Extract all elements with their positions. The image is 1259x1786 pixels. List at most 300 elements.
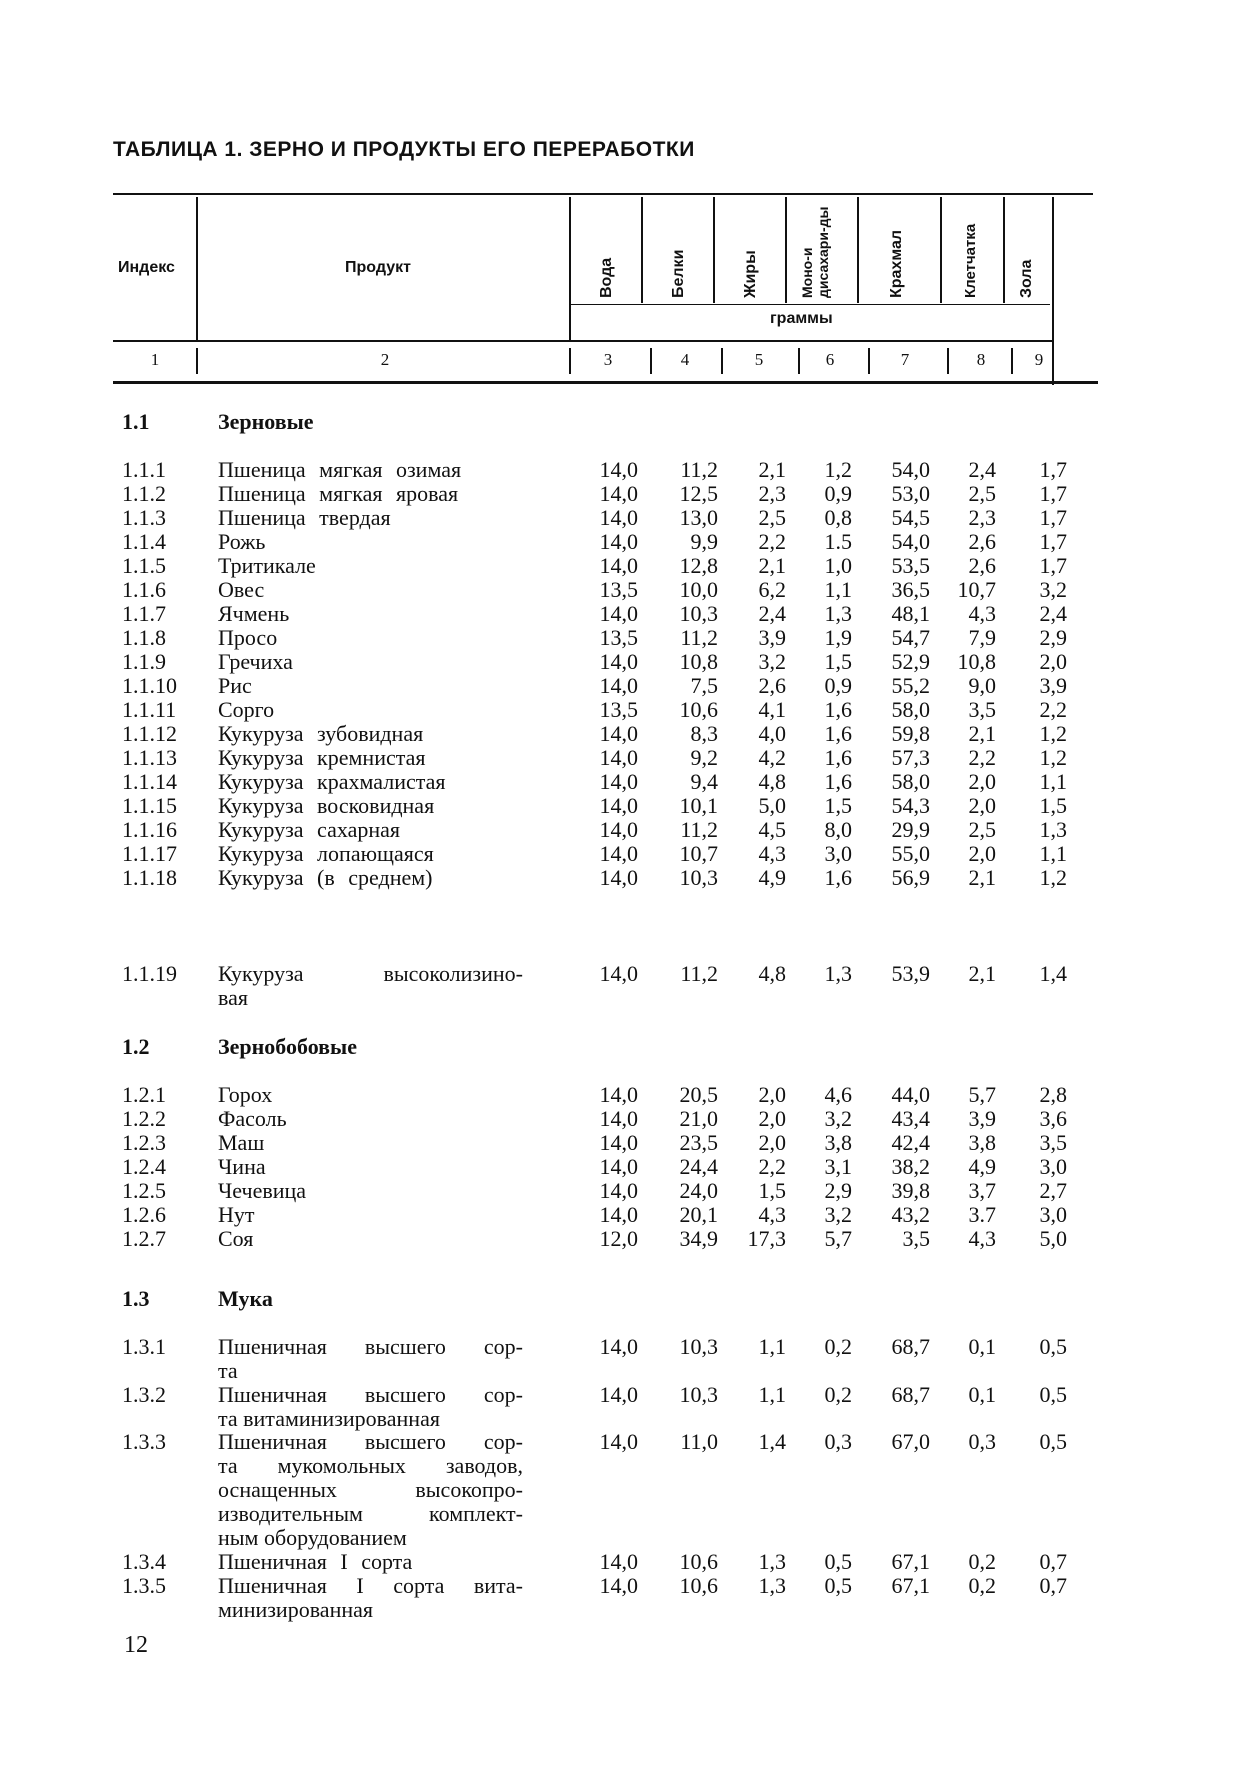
- row-value: 14,0: [599, 1334, 638, 1359]
- row-index: 1.2.6: [122, 1202, 166, 1227]
- row-value: 0,5: [1039, 1334, 1067, 1359]
- product-line: Пшеничная высшего сор-: [218, 1429, 523, 1454]
- row-value: 55,0: [891, 841, 930, 866]
- product-line: та витаминизированная: [218, 1406, 440, 1431]
- row-value: 67,0: [891, 1429, 930, 1454]
- col-number: 3: [603, 350, 613, 369]
- row-value: 14,0: [599, 505, 638, 530]
- row-value: 0,7: [1039, 1573, 1067, 1598]
- row-value: 11,2: [680, 625, 718, 650]
- row-value: 54,7: [891, 625, 930, 650]
- row-index: 1.1.4: [122, 529, 166, 554]
- row-value: 14,0: [599, 961, 638, 986]
- row-value: 14,0: [599, 865, 638, 890]
- row-index: 1.1.12: [122, 721, 177, 746]
- row-value: 1,6: [824, 745, 852, 770]
- row-value: 54,5: [891, 505, 930, 530]
- row-value: 0,2: [968, 1549, 996, 1574]
- col-number: 5: [754, 350, 764, 369]
- row-value: 2,4: [1039, 601, 1067, 626]
- row-value: 8,0: [824, 817, 852, 842]
- product-line: Кукуруза кремнистая: [218, 745, 426, 770]
- row-value: 1,6: [824, 721, 852, 746]
- row-value: 4,9: [968, 1154, 996, 1179]
- row-value: 2,1: [968, 961, 996, 986]
- product-line: Ячмень: [218, 601, 290, 626]
- row-value: 2,3: [968, 505, 996, 530]
- product-line: Кукуруза (в среднем): [218, 865, 433, 890]
- row-value: 56,9: [891, 865, 930, 890]
- row-value: 53,5: [891, 553, 930, 578]
- row-index: 1.2.7: [122, 1226, 166, 1251]
- row-value: 1,3: [758, 1549, 786, 1574]
- row-value: 14,0: [599, 481, 638, 506]
- row-value: 3,6: [1039, 1106, 1067, 1131]
- row-value: 52,9: [891, 649, 930, 674]
- row-value: 34,9: [679, 1226, 718, 1251]
- product-line: Пшеница мягкая озимая: [218, 457, 462, 482]
- row-value: 10,3: [679, 1334, 718, 1359]
- row-value: 3,5: [968, 697, 996, 722]
- row-value: 14,0: [599, 745, 638, 770]
- row-value: 14,0: [599, 1106, 638, 1131]
- row-value: 2,0: [968, 841, 996, 866]
- row-product: [218, 722, 523, 746]
- row-value: 17,3: [747, 1226, 786, 1251]
- row-index: 1.1.18: [122, 865, 177, 890]
- row-product: [218, 1155, 523, 1179]
- row-value: 14,0: [599, 673, 638, 698]
- row-value: 2,2: [1039, 697, 1067, 722]
- row-value: 2,0: [758, 1130, 786, 1155]
- row-value: 10,8: [679, 649, 718, 674]
- row-value: 3,2: [824, 1106, 852, 1131]
- row-value: 4,0: [758, 721, 786, 746]
- row-value: 0,3: [968, 1429, 996, 1454]
- row-value: 10,6: [679, 1549, 718, 1574]
- row-index: 1.1.15: [122, 793, 177, 818]
- row-value: 1,3: [758, 1573, 786, 1598]
- row-product: [218, 1335, 523, 1383]
- row-value: 20,5: [679, 1082, 718, 1107]
- product-line: Нут: [218, 1202, 255, 1227]
- col-number: 9: [1034, 350, 1044, 369]
- row-value: 1,5: [824, 793, 852, 818]
- row-value: 11,2: [680, 817, 718, 842]
- row-value: 1,7: [1039, 457, 1067, 482]
- row-value: 2,6: [968, 529, 996, 554]
- row-value: 14,0: [599, 649, 638, 674]
- row-value: 1,1: [824, 577, 852, 602]
- row-value: 43,2: [891, 1202, 930, 1227]
- row-value: 3,7: [968, 1178, 996, 1203]
- row-value: 14,0: [599, 1082, 638, 1107]
- row-value: 3,9: [758, 625, 786, 650]
- header-fiber: Клетчатка: [962, 223, 979, 298]
- row-value: 14,0: [599, 721, 638, 746]
- product-line: Кукуруза лопающаяся: [218, 841, 434, 866]
- product-line: Пшеница твердая: [218, 505, 391, 530]
- row-value: 0,1: [968, 1334, 996, 1359]
- product-line: Кукуруза восковидная: [218, 793, 435, 818]
- row-value: 2,8: [1039, 1082, 1067, 1107]
- row-value: 2,2: [758, 529, 786, 554]
- product-line: Горох: [218, 1082, 273, 1107]
- product-line: Овес: [218, 577, 265, 602]
- header-sugars: Моно-и дисахари-ды: [799, 206, 831, 298]
- row-value: 1,6: [824, 865, 852, 890]
- row-index: 1.1: [122, 409, 150, 434]
- row-value: 1,7: [1039, 505, 1067, 530]
- row-value: 2,4: [758, 601, 786, 626]
- row-value: 13,5: [599, 625, 638, 650]
- row-value: 14,0: [599, 769, 638, 794]
- row-value: 10,0: [679, 577, 718, 602]
- row-value: 3,9: [968, 1106, 996, 1131]
- row-value: 9,2: [690, 745, 718, 770]
- row-product: [218, 578, 523, 602]
- row-value: 1,9: [824, 625, 852, 650]
- row-value: 4,3: [968, 1226, 996, 1251]
- row-value: 1,5: [1039, 793, 1067, 818]
- row-value: 0,5: [824, 1573, 852, 1598]
- row-value: 7,5: [690, 673, 718, 698]
- row-value: 68,7: [891, 1334, 930, 1359]
- row-value: 4,6: [824, 1082, 852, 1107]
- product-line: Соя: [218, 1226, 254, 1251]
- row-index: 1.1.3: [122, 505, 166, 530]
- row-value: 14,0: [599, 1429, 638, 1454]
- row-product: [218, 1574, 523, 1622]
- row-value: 6,2: [758, 577, 786, 602]
- row-value: 36,5: [891, 577, 930, 602]
- row-value: 9,0: [968, 673, 996, 698]
- row-value: 1,7: [1039, 481, 1067, 506]
- row-value: 0,2: [824, 1382, 852, 1407]
- row-product: [218, 1383, 523, 1431]
- row-product: [218, 746, 523, 770]
- row-index: 1.3.1: [122, 1334, 166, 1359]
- row-value: 2,9: [824, 1178, 852, 1203]
- row-value: 10,3: [679, 865, 718, 890]
- row-value: 14,0: [599, 817, 638, 842]
- product-line: Кукуруза крахмалистая: [218, 769, 446, 794]
- row-value: 14,0: [599, 841, 638, 866]
- row-value: 12,5: [679, 481, 718, 506]
- row-value: 43,4: [891, 1106, 930, 1131]
- row-value: 14,0: [599, 1573, 638, 1598]
- row-value: 14,0: [599, 1130, 638, 1155]
- header-fat: Жиры: [742, 250, 759, 298]
- row-value: 11,2: [680, 457, 718, 482]
- row-value: 23,5: [679, 1130, 718, 1155]
- product-line: Пшеница мягкая яровая: [218, 481, 459, 506]
- row-product: [218, 794, 523, 818]
- row-index: 1.2.2: [122, 1106, 166, 1131]
- row-index: 1.1.11: [122, 697, 177, 722]
- row-value: 1,5: [758, 1178, 786, 1203]
- row-value: 4,8: [758, 769, 786, 794]
- row-index: 1.1.8: [122, 625, 166, 650]
- row-value: 13,0: [679, 505, 718, 530]
- row-value: 9,9: [690, 529, 718, 554]
- row-value: 2,0: [758, 1082, 786, 1107]
- row-value: 10,1: [679, 793, 718, 818]
- row-value: 1,1: [1039, 769, 1067, 794]
- row-product: [218, 1107, 523, 1131]
- row-value: 3,9: [1039, 673, 1067, 698]
- row-value: 2,7: [1039, 1178, 1067, 1203]
- row-value: 4,1: [758, 697, 786, 722]
- row-product: [218, 602, 523, 626]
- row-value: 4,3: [758, 841, 786, 866]
- row-value: 14,0: [599, 793, 638, 818]
- row-value: 54,0: [891, 457, 930, 482]
- row-index: 1.1.7: [122, 601, 166, 626]
- header-protein: Белки: [670, 249, 687, 298]
- row-value: 14,0: [599, 1382, 638, 1407]
- row-value: 1,0: [824, 553, 852, 578]
- product-line: Фасоль: [218, 1106, 287, 1131]
- header-bottom-rule: [113, 381, 1098, 384]
- header-unit: граммы: [770, 310, 833, 327]
- row-index: 1.3.5: [122, 1573, 166, 1598]
- row-value: 24,0: [679, 1178, 718, 1203]
- row-value: 1,2: [824, 457, 852, 482]
- row-index: 1.3.3: [122, 1429, 166, 1454]
- row-product: [218, 1550, 523, 1574]
- row-value: 1,7: [1039, 529, 1067, 554]
- row-value: 10,7: [957, 577, 996, 602]
- row-index: 1.3.4: [122, 1549, 166, 1574]
- row-product: [218, 482, 523, 506]
- col-number: 4: [680, 350, 690, 369]
- row-value: 1,6: [824, 697, 852, 722]
- row-value: 2,1: [968, 865, 996, 890]
- row-value: 14,0: [599, 457, 638, 482]
- product-line: Кукуруза сахарная: [218, 817, 400, 842]
- row-value: 5,7: [968, 1082, 996, 1107]
- row-value: 4,8: [758, 961, 786, 986]
- row-value: 11,2: [680, 961, 718, 986]
- row-value: 0,5: [824, 1549, 852, 1574]
- row-product: [218, 674, 523, 698]
- row-value: 39,8: [891, 1178, 930, 1203]
- col-number: 1: [150, 350, 160, 369]
- col-number: 8: [976, 350, 986, 369]
- row-value: 4,9: [758, 865, 786, 890]
- row-value: 4,2: [758, 745, 786, 770]
- row-value: 11,0: [680, 1429, 718, 1454]
- row-value: 1,4: [758, 1429, 786, 1454]
- header-top-rule: [113, 193, 1093, 195]
- row-value: 0,2: [968, 1573, 996, 1598]
- row-value: 1,2: [1039, 721, 1067, 746]
- row-value: 3,2: [1039, 577, 1067, 602]
- row-value: 54,3: [891, 793, 930, 818]
- row-value: 7,9: [968, 625, 996, 650]
- product-line: Тритикале: [218, 553, 316, 578]
- product-line: Кукуруза зубовидная: [218, 721, 424, 746]
- product-line: Пшеничная I сорта вита-: [218, 1573, 523, 1598]
- row-value: 0,1: [968, 1382, 996, 1407]
- row-value: 58,0: [891, 697, 930, 722]
- row-index: 1.1.16: [122, 817, 177, 842]
- header-mid-rule: [113, 340, 1053, 342]
- row-value: 13,5: [599, 697, 638, 722]
- product-line: та мукомольных заводов,: [218, 1453, 523, 1478]
- row-value: 3,2: [824, 1202, 852, 1227]
- row-product: [218, 626, 523, 650]
- header-index: Индекс: [118, 259, 175, 276]
- unit-rule: [570, 304, 1050, 305]
- row-value: 14,0: [599, 1549, 638, 1574]
- row-value: 13,5: [599, 577, 638, 602]
- product-line: Чина: [218, 1154, 266, 1179]
- row-value: 1,7: [1039, 553, 1067, 578]
- row-product: [218, 410, 523, 434]
- row-value: 1,2: [1039, 865, 1067, 890]
- row-value: 1,2: [1039, 745, 1067, 770]
- product-line: Пшеничная I сорта: [218, 1549, 413, 1574]
- product-line: та: [218, 1358, 238, 1383]
- row-product: [218, 1083, 523, 1107]
- row-value: 68,7: [891, 1382, 930, 1407]
- row-value: 2,2: [968, 745, 996, 770]
- product-line: оснащенных высокопро-: [218, 1477, 523, 1502]
- row-value: 9,4: [690, 769, 718, 794]
- row-index: 1.1.13: [122, 745, 177, 770]
- row-value: 8,3: [690, 721, 718, 746]
- row-value: 3,8: [968, 1130, 996, 1155]
- row-value: 1,1: [758, 1334, 786, 1359]
- row-index: 1.2.4: [122, 1154, 166, 1179]
- product-line: Кукуруза высоколизино-: [218, 961, 523, 986]
- row-value: 2,0: [758, 1106, 786, 1131]
- row-product: [218, 650, 523, 674]
- row-value: 1,3: [824, 961, 852, 986]
- row-value: 14,0: [599, 1202, 638, 1227]
- row-index: 1.1.6: [122, 577, 166, 602]
- row-value: 2,4: [968, 457, 996, 482]
- product-line: Рис: [218, 673, 252, 698]
- row-product: [218, 1227, 523, 1251]
- row-value: 14,0: [599, 601, 638, 626]
- row-value: 3,1: [824, 1154, 852, 1179]
- row-value: 29,9: [891, 817, 930, 842]
- row-value: 5,0: [758, 793, 786, 818]
- row-value: 2,2: [758, 1154, 786, 1179]
- row-value: 0,3: [824, 1429, 852, 1454]
- row-index: 1.1.14: [122, 769, 177, 794]
- page-number: 12: [124, 1632, 148, 1658]
- row-value: 3,5: [1039, 1130, 1067, 1155]
- row-value: 12,8: [679, 553, 718, 578]
- row-value: 20,1: [679, 1202, 718, 1227]
- header-water: Вода: [598, 257, 615, 298]
- row-value: 2,1: [758, 553, 786, 578]
- row-value: 0,5: [1039, 1382, 1067, 1407]
- row-value: 57,3: [891, 745, 930, 770]
- row-value: 1,5: [824, 649, 852, 674]
- row-value: 2,6: [968, 553, 996, 578]
- row-index: 1.2: [122, 1034, 150, 1059]
- row-value: 0,9: [824, 673, 852, 698]
- row-value: 3,0: [1039, 1202, 1067, 1227]
- row-value: 2,6: [758, 673, 786, 698]
- row-value: 5,0: [1039, 1226, 1067, 1251]
- product-line: вая: [218, 985, 248, 1010]
- row-product: [218, 866, 523, 890]
- row-value: 0,2: [824, 1334, 852, 1359]
- row-value: 1,3: [824, 601, 852, 626]
- row-product: [218, 842, 523, 866]
- row-value: 42,4: [891, 1130, 930, 1155]
- row-value: 1,4: [1039, 961, 1067, 986]
- product-line: Зерновые: [218, 409, 314, 434]
- row-product: [218, 530, 523, 554]
- row-value: 14,0: [599, 1178, 638, 1203]
- row-value: 1,6: [824, 769, 852, 794]
- row-value: 67,1: [891, 1573, 930, 1598]
- product-line: Рожь: [218, 529, 266, 554]
- row-value: 12,0: [599, 1226, 638, 1251]
- row-product: [218, 1203, 523, 1227]
- row-product: [218, 506, 523, 530]
- col-number: 6: [825, 350, 835, 369]
- row-value: 24,4: [679, 1154, 718, 1179]
- product-line: Зернобобовые: [218, 1034, 357, 1059]
- row-value: 58,0: [891, 769, 930, 794]
- row-value: 48,1: [891, 601, 930, 626]
- row-product: [218, 1035, 523, 1059]
- row-value: 44,0: [891, 1082, 930, 1107]
- row-value: 53,9: [891, 961, 930, 986]
- row-value: 14,0: [599, 529, 638, 554]
- row-value: 21,0: [679, 1106, 718, 1131]
- row-value: 4,3: [968, 601, 996, 626]
- row-value: 3,2: [758, 649, 786, 674]
- row-value: 2,1: [758, 457, 786, 482]
- col-number: 2: [380, 350, 390, 369]
- product-line: изводительным комплект-: [218, 1501, 523, 1526]
- row-value: 2,5: [968, 481, 996, 506]
- row-value: 38,2: [891, 1154, 930, 1179]
- header-product: Продукт: [345, 259, 411, 276]
- row-value: 4,3: [758, 1202, 786, 1227]
- row-value: 3,8: [824, 1130, 852, 1155]
- row-value: 0,5: [1039, 1429, 1067, 1454]
- row-index: 1.1.9: [122, 649, 166, 674]
- row-index: 1.2.1: [122, 1082, 166, 1107]
- product-line: Чечевица: [218, 1178, 307, 1203]
- row-value: 67,1: [891, 1549, 930, 1574]
- row-value: 10,6: [679, 1573, 718, 1598]
- row-product: [218, 1179, 523, 1203]
- row-value: 59,8: [891, 721, 930, 746]
- row-value: 1.5: [824, 529, 852, 554]
- product-line: Пшеничная высшего сор-: [218, 1382, 523, 1407]
- row-value: 0,7: [1039, 1549, 1067, 1574]
- row-product: [218, 818, 523, 842]
- row-value: 55,2: [891, 673, 930, 698]
- row-index: 1.2.3: [122, 1130, 166, 1155]
- row-value: 2,5: [758, 505, 786, 530]
- row-product: [218, 1287, 523, 1311]
- row-value: 3,0: [1039, 1154, 1067, 1179]
- row-index: 1.1.1: [122, 457, 166, 482]
- row-value: 10,6: [679, 697, 718, 722]
